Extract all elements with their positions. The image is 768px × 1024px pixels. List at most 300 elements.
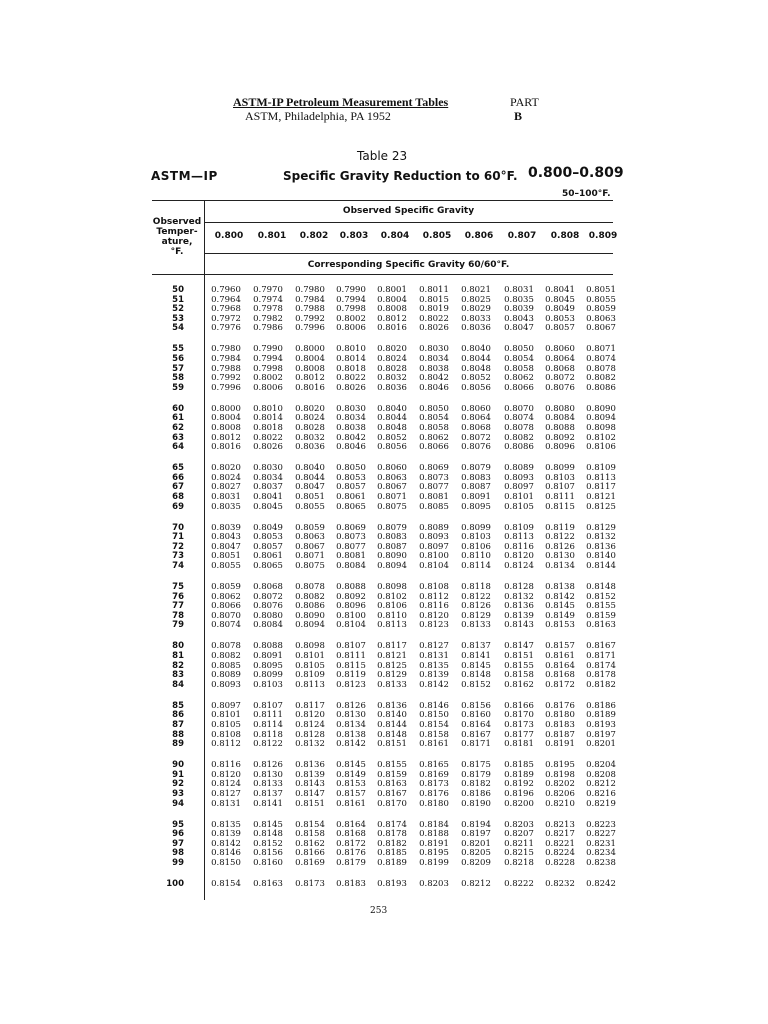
table-cell: 0.8100 bbox=[336, 610, 366, 621]
table-cell: 0.8062 bbox=[504, 373, 534, 384]
table-cell: 0.8224 bbox=[545, 848, 575, 859]
table-cell: 0.8082 bbox=[504, 432, 534, 443]
table-cell: 0.8055 bbox=[211, 561, 241, 571]
row-temperature: 92 bbox=[172, 779, 184, 790]
table-cell: 0.8089 bbox=[211, 670, 241, 681]
table-cell: 0.8148 bbox=[253, 829, 283, 840]
table-cell: 0.8163 bbox=[586, 620, 616, 631]
table-cell: 0.8037 bbox=[253, 482, 283, 493]
table-cell: 0.8143 bbox=[504, 620, 534, 631]
table-cell: 0.8087 bbox=[461, 482, 491, 493]
table-cell: 0.8155 bbox=[586, 601, 616, 612]
table-cell: 0.8052 bbox=[377, 432, 407, 443]
table-cell: 0.8126 bbox=[336, 700, 366, 711]
table-cell: 0.8067 bbox=[586, 323, 616, 334]
table-cell: 0.8019 bbox=[419, 304, 449, 315]
table-cell: 0.8126 bbox=[545, 541, 575, 552]
row-temperature: 77 bbox=[172, 601, 184, 612]
table-cell: 0.8189 bbox=[504, 769, 534, 780]
table-cell: 0.8125 bbox=[586, 501, 616, 512]
table-cell: 0.8154 bbox=[419, 720, 449, 730]
table-cell: 0.8030 bbox=[253, 463, 283, 474]
row-temperature: 51 bbox=[172, 294, 184, 305]
table-cell: 0.8092 bbox=[545, 432, 575, 443]
table-cell: 0.8083 bbox=[461, 472, 491, 483]
table-cell: 0.8184 bbox=[419, 819, 449, 830]
table-cell: 0.8080 bbox=[545, 403, 575, 414]
table-cell: 0.8140 bbox=[586, 551, 616, 562]
table-cell: 0.8132 bbox=[295, 739, 325, 750]
table-cell: 0.8129 bbox=[586, 522, 616, 533]
table-cell: 0.8106 bbox=[586, 442, 616, 453]
table-cell: 0.8159 bbox=[377, 769, 407, 780]
table-cell: 0.8170 bbox=[377, 798, 407, 809]
table-cell: 0.8181 bbox=[504, 739, 534, 750]
table-cell: 0.8179 bbox=[336, 858, 366, 868]
table-cell: 0.8004 bbox=[377, 294, 407, 305]
table-cell: 0.8195 bbox=[545, 760, 575, 771]
table-cell: 0.8060 bbox=[377, 463, 407, 474]
table-cell: 0.8051 bbox=[211, 551, 241, 562]
table-cell: 0.8086 bbox=[504, 442, 534, 453]
row-temperature: 95 bbox=[172, 819, 184, 830]
table-cell: 0.8157 bbox=[545, 641, 575, 652]
table-cell: 0.8055 bbox=[586, 294, 616, 305]
table-cell: 0.8028 bbox=[295, 423, 325, 433]
row-header-line: Temper- bbox=[156, 227, 198, 237]
table-cell: 0.8004 bbox=[211, 413, 241, 424]
table-cell: 0.8027 bbox=[211, 482, 241, 493]
table-cell: 0.8166 bbox=[504, 700, 534, 711]
table-cell: 0.8008 bbox=[377, 304, 407, 315]
table-cell: 0.8051 bbox=[586, 285, 616, 295]
table-cell: 0.8008 bbox=[295, 363, 325, 374]
table-cell: 0.8056 bbox=[461, 382, 491, 393]
table-cell: 0.8186 bbox=[586, 700, 616, 711]
table-cell: 0.8084 bbox=[253, 620, 283, 631]
table-cell: 0.8026 bbox=[336, 382, 366, 393]
table-cell: 0.8138 bbox=[336, 729, 366, 740]
table-cell: 0.8158 bbox=[504, 670, 534, 681]
table-cell: 0.8078 bbox=[211, 641, 241, 652]
table-cell: 0.8024 bbox=[377, 354, 407, 364]
table-cell: 0.8040 bbox=[377, 403, 407, 414]
table-cell: 0.8213 bbox=[545, 819, 575, 830]
table-cell: 0.8102 bbox=[586, 432, 616, 443]
table-cell: 0.8188 bbox=[419, 829, 449, 840]
table-cell: 0.8137 bbox=[253, 789, 283, 799]
table-cell: 0.8145 bbox=[336, 760, 366, 771]
table-cell: 0.8025 bbox=[461, 294, 491, 305]
table-cell: 0.8033 bbox=[461, 313, 491, 324]
table-cell: 0.8122 bbox=[253, 739, 283, 750]
table-cell: 0.8050 bbox=[504, 344, 534, 355]
row-temperature: 70 bbox=[172, 522, 184, 533]
table-cell: 0.8153 bbox=[545, 620, 575, 631]
table-cell: 0.8070 bbox=[211, 610, 241, 621]
table-cell: 0.8127 bbox=[419, 641, 449, 652]
table-cell: 0.8164 bbox=[461, 720, 491, 730]
table-cell: 0.8192 bbox=[504, 779, 534, 790]
table-cell: 0.8176 bbox=[545, 700, 575, 711]
table-cell: 0.8068 bbox=[461, 423, 491, 433]
table-cell: 0.8000 bbox=[295, 344, 325, 355]
row-temperature: 82 bbox=[172, 660, 184, 671]
table-cell: 0.8054 bbox=[504, 354, 534, 364]
table-cell: 0.8107 bbox=[253, 700, 283, 711]
column-header: 0.800 bbox=[214, 231, 244, 241]
table-cell: 0.8196 bbox=[504, 789, 534, 799]
table-cell: 0.8097 bbox=[419, 541, 449, 552]
table-cell: 0.8049 bbox=[545, 304, 575, 315]
table-cell: 0.8157 bbox=[336, 789, 366, 799]
page-number: 253 bbox=[370, 906, 388, 916]
table-cell: 0.8096 bbox=[336, 601, 366, 612]
table-cell: 0.8185 bbox=[504, 760, 534, 771]
table-cell: 0.8156 bbox=[461, 700, 491, 711]
column-header-rule bbox=[204, 253, 613, 254]
table-cell: 0.8011 bbox=[419, 285, 449, 295]
table-cell: 0.8086 bbox=[586, 382, 616, 393]
table-cell: 0.8128 bbox=[504, 582, 534, 592]
table-cell: 0.8121 bbox=[586, 492, 616, 502]
table-cell: 0.8050 bbox=[336, 463, 366, 474]
table-cell: 0.8113 bbox=[504, 532, 534, 543]
table-cell: 0.8012 bbox=[377, 313, 407, 324]
row-temperature: 65 bbox=[172, 463, 184, 474]
table-cell: 0.8035 bbox=[504, 294, 534, 305]
table-cell: 0.7982 bbox=[253, 313, 283, 324]
table-cell: 0.8072 bbox=[545, 373, 575, 384]
table-cell: 0.8109 bbox=[504, 522, 534, 533]
table-cell: 0.8078 bbox=[504, 423, 534, 433]
table-cell: 0.8115 bbox=[545, 501, 575, 512]
table-cell: 0.8127 bbox=[211, 789, 241, 799]
table-cell: 0.7972 bbox=[211, 313, 241, 324]
table-cell: 0.8114 bbox=[461, 561, 491, 571]
table-cell: 0.8195 bbox=[419, 848, 449, 859]
table-cell: 0.7968 bbox=[211, 304, 241, 315]
table-cell: 0.8094 bbox=[586, 413, 616, 424]
table-cell: 0.8052 bbox=[461, 373, 491, 384]
table-body bbox=[152, 285, 616, 889]
row-temperature: 83 bbox=[172, 670, 184, 681]
table-cell: 0.8010 bbox=[336, 344, 366, 355]
table-cell: 0.7998 bbox=[336, 304, 366, 315]
table-cell: 0.8152 bbox=[253, 838, 283, 849]
group-header-rule bbox=[204, 222, 613, 223]
table-cell: 0.8186 bbox=[461, 789, 491, 799]
table-cell: 0.8122 bbox=[461, 591, 491, 602]
table-cell: 0.8142 bbox=[419, 679, 449, 690]
table-cell: 0.8068 bbox=[253, 582, 283, 592]
row-temperature: 64 bbox=[172, 442, 184, 453]
table-cell: 0.8073 bbox=[419, 472, 449, 483]
table-cell: 0.8036 bbox=[461, 323, 491, 334]
table-cell: 0.8103 bbox=[545, 472, 575, 483]
table-cell: 0.7970 bbox=[253, 285, 283, 295]
row-temperature: 73 bbox=[172, 551, 184, 562]
table-cell: 0.8055 bbox=[295, 501, 325, 512]
table-cell: 0.8167 bbox=[586, 641, 616, 652]
table-cell: 0.7984 bbox=[211, 354, 241, 364]
table-cell: 0.8089 bbox=[419, 522, 449, 533]
table-cell: 0.8129 bbox=[461, 610, 491, 621]
table-cell: 0.8193 bbox=[586, 720, 616, 730]
table-cell: 0.8232 bbox=[545, 879, 575, 889]
table-cell: 0.8167 bbox=[377, 789, 407, 799]
row-temperature: 97 bbox=[172, 838, 184, 849]
table-org: ASTM—IP bbox=[151, 169, 218, 183]
table-cell: 0.8048 bbox=[377, 423, 407, 433]
table-cell: 0.8133 bbox=[461, 620, 491, 631]
table-cell: 0.8022 bbox=[336, 373, 366, 384]
table-cell: 0.8154 bbox=[295, 819, 325, 830]
table-cell: 0.8242 bbox=[586, 879, 616, 889]
table-cell: 0.8060 bbox=[545, 344, 575, 355]
table-cell: 0.8165 bbox=[419, 760, 449, 771]
table-cell: 0.8120 bbox=[295, 710, 325, 721]
table-cell: 0.8163 bbox=[253, 879, 283, 889]
table-cell: 0.8128 bbox=[295, 729, 325, 740]
table-cell: 0.8138 bbox=[545, 582, 575, 592]
table-cell: 0.8046 bbox=[336, 442, 366, 453]
table-cell: 0.8097 bbox=[504, 482, 534, 493]
table-cell: 0.7978 bbox=[253, 304, 283, 315]
row-temperature: 91 bbox=[172, 769, 184, 780]
table-cell: 0.8063 bbox=[295, 532, 325, 543]
table-cell: 0.7996 bbox=[211, 382, 241, 393]
table-cell: 0.8014 bbox=[336, 354, 366, 364]
table-cell: 0.8120 bbox=[211, 769, 241, 780]
row-temperature: 81 bbox=[172, 651, 184, 661]
table-cell: 0.8076 bbox=[545, 382, 575, 393]
table-cell: 0.8060 bbox=[461, 403, 491, 414]
row-temperature: 79 bbox=[172, 620, 184, 631]
table-cell: 0.8182 bbox=[586, 679, 616, 690]
table-cell: 0.8076 bbox=[253, 601, 283, 612]
table-cell: 0.8038 bbox=[336, 423, 366, 433]
table-cell: 0.8103 bbox=[253, 679, 283, 690]
table-cell: 0.8141 bbox=[461, 651, 491, 661]
table-cell: 0.8044 bbox=[461, 354, 491, 364]
table-cell: 0.8056 bbox=[377, 442, 407, 453]
table-cell: 0.8217 bbox=[545, 829, 575, 840]
table-cell: 0.8144 bbox=[377, 720, 407, 730]
table-cell: 0.8078 bbox=[586, 363, 616, 374]
table-cell: 0.8076 bbox=[461, 442, 491, 453]
table-cell: 0.8119 bbox=[545, 522, 575, 533]
table-cell: 0.8137 bbox=[461, 641, 491, 652]
table-cell: 0.7980 bbox=[211, 344, 241, 355]
table-cell: 0.8079 bbox=[377, 522, 407, 533]
table-cell: 0.8204 bbox=[586, 760, 616, 771]
table-cell: 0.8059 bbox=[295, 522, 325, 533]
table-cell: 0.8053 bbox=[545, 313, 575, 324]
row-temperature: 58 bbox=[172, 373, 184, 384]
table-cell: 0.8109 bbox=[295, 670, 325, 681]
table-cell: 0.8155 bbox=[377, 760, 407, 771]
column-header: 0.801 bbox=[257, 231, 287, 241]
table-cell: 0.8163 bbox=[377, 779, 407, 790]
table-cell: 0.7996 bbox=[295, 323, 325, 334]
table-cell: 0.8095 bbox=[461, 501, 491, 512]
table-cell: 0.8166 bbox=[295, 848, 325, 859]
table-cell: 0.8216 bbox=[586, 789, 616, 799]
table-cell: 0.8114 bbox=[253, 720, 283, 730]
table-cell: 0.8094 bbox=[377, 561, 407, 571]
column-header: 0.805 bbox=[422, 231, 452, 241]
row-temperature: 80 bbox=[172, 641, 184, 652]
row-temperature: 57 bbox=[172, 363, 184, 374]
table-cell: 0.8145 bbox=[253, 819, 283, 830]
table-cell: 0.8036 bbox=[295, 442, 325, 453]
table-cell: 0.8016 bbox=[211, 442, 241, 453]
table-cell: 0.8180 bbox=[545, 710, 575, 721]
row-temperature: 93 bbox=[172, 789, 184, 799]
row-temperature: 63 bbox=[172, 432, 184, 443]
table-cell: 0.8203 bbox=[504, 819, 534, 830]
table-cell: 0.8171 bbox=[586, 651, 616, 661]
table-cell: 0.8199 bbox=[419, 858, 449, 868]
table-cell: 0.8098 bbox=[377, 582, 407, 592]
table-cell: 0.8131 bbox=[419, 651, 449, 661]
table-cell: 0.8026 bbox=[253, 442, 283, 453]
table-cell: 0.8098 bbox=[295, 641, 325, 652]
table-cell: 0.8004 bbox=[295, 354, 325, 364]
column-header: 0.804 bbox=[380, 231, 410, 241]
table-cell: 0.8087 bbox=[377, 541, 407, 552]
table-cell: 0.8160 bbox=[461, 710, 491, 721]
table-cell: 0.8101 bbox=[504, 492, 534, 502]
table-cell: 0.8173 bbox=[295, 879, 325, 889]
row-temperature: 60 bbox=[172, 403, 184, 414]
table-cell: 0.8116 bbox=[211, 760, 241, 771]
table-cell: 0.8047 bbox=[295, 482, 325, 493]
column-header: 0.806 bbox=[464, 231, 494, 241]
table-cell: 0.8006 bbox=[336, 323, 366, 334]
header-bottom-rule bbox=[152, 274, 613, 275]
table-cell: 0.8077 bbox=[336, 541, 366, 552]
table-cell: 0.8122 bbox=[545, 532, 575, 543]
column-header: 0.808 bbox=[550, 231, 580, 241]
table-cell: 0.8126 bbox=[461, 601, 491, 612]
table-cell: 0.8168 bbox=[336, 829, 366, 840]
row-temperature: 76 bbox=[172, 591, 184, 602]
table-cell: 0.8144 bbox=[586, 561, 616, 571]
table-cell: 0.8090 bbox=[295, 610, 325, 621]
table-cell: 0.8111 bbox=[253, 710, 283, 721]
table-cell: 0.8120 bbox=[419, 610, 449, 621]
row-temperature: 72 bbox=[172, 541, 184, 552]
table-cell: 0.8090 bbox=[377, 551, 407, 562]
row-temperature: 74 bbox=[172, 561, 184, 571]
table-cell: 0.8066 bbox=[419, 442, 449, 453]
table-cell: 0.8182 bbox=[461, 779, 491, 790]
table-cell: 0.8159 bbox=[586, 610, 616, 621]
table-cell: 0.8066 bbox=[504, 382, 534, 393]
table-cell: 0.8148 bbox=[377, 729, 407, 740]
table-cell: 0.8107 bbox=[545, 482, 575, 493]
table-cell: 0.8014 bbox=[253, 413, 283, 424]
table-cell: 0.7998 bbox=[253, 363, 283, 374]
table-cell: 0.8116 bbox=[419, 601, 449, 612]
table-cell: 0.8039 bbox=[504, 304, 534, 315]
table-cell: 0.8120 bbox=[504, 551, 534, 562]
table-cell: 0.8030 bbox=[419, 344, 449, 355]
table-cell: 0.7980 bbox=[295, 285, 325, 295]
table-cell: 0.8180 bbox=[419, 798, 449, 809]
table-cell: 0.8048 bbox=[461, 363, 491, 374]
table-cell: 0.8072 bbox=[461, 432, 491, 443]
table-cell: 0.8202 bbox=[545, 779, 575, 790]
table-cell: 0.8071 bbox=[377, 492, 407, 502]
table-cell: 0.8130 bbox=[336, 710, 366, 721]
table-cell: 0.8093 bbox=[211, 679, 241, 690]
table-cell: 0.8041 bbox=[253, 492, 283, 502]
table-cell: 0.8053 bbox=[336, 472, 366, 483]
table-cell: 0.8169 bbox=[419, 769, 449, 780]
table-cell: 0.7984 bbox=[295, 294, 325, 305]
table-cell: 0.8179 bbox=[461, 769, 491, 780]
table-cell: 0.8067 bbox=[377, 482, 407, 493]
table-cell: 0.8030 bbox=[336, 403, 366, 414]
table-cell: 0.8045 bbox=[545, 294, 575, 305]
row-temperature: 78 bbox=[172, 610, 184, 621]
table-cell: 0.8099 bbox=[461, 522, 491, 533]
table-cell: 0.7992 bbox=[211, 373, 241, 384]
table-cell: 0.8215 bbox=[504, 848, 534, 859]
table-cell: 0.8117 bbox=[586, 482, 616, 493]
table-cell: 0.8111 bbox=[336, 651, 366, 661]
row-temperature: 96 bbox=[172, 829, 184, 840]
table-cell: 0.8043 bbox=[504, 313, 534, 324]
table-cell: 0.8069 bbox=[336, 522, 366, 533]
table-cell: 0.8042 bbox=[419, 373, 449, 384]
row-header-line: Observed bbox=[152, 217, 202, 227]
row-temperature: 89 bbox=[172, 739, 184, 750]
table-cell: 0.7974 bbox=[253, 294, 283, 305]
row-temperature: 66 bbox=[172, 472, 184, 483]
table-cell: 0.7990 bbox=[336, 285, 366, 295]
table-cell: 0.8133 bbox=[377, 679, 407, 690]
row-temperature: 56 bbox=[172, 354, 184, 364]
table-cell: 0.8077 bbox=[419, 482, 449, 493]
row-temperature: 54 bbox=[172, 323, 184, 334]
column-header: 0.809 bbox=[588, 231, 618, 241]
row-temperature: 94 bbox=[172, 798, 184, 809]
table-cell: 0.8029 bbox=[461, 304, 491, 315]
table-cell: 0.8136 bbox=[586, 541, 616, 552]
table-cell: 0.8158 bbox=[295, 829, 325, 840]
table-cell: 0.8112 bbox=[419, 591, 449, 602]
table-cell: 0.8113 bbox=[377, 620, 407, 631]
table-cell: 0.8134 bbox=[545, 561, 575, 571]
table-cell: 0.8161 bbox=[419, 739, 449, 750]
table-cell: 0.8209 bbox=[461, 858, 491, 868]
table-cell: 0.8234 bbox=[586, 848, 616, 859]
part-label: PART bbox=[510, 95, 539, 109]
table-number: Table 23 bbox=[357, 149, 408, 163]
table-cell: 0.8010 bbox=[253, 403, 283, 414]
table-cell: 0.8110 bbox=[461, 551, 491, 562]
row-temperature: 98 bbox=[172, 848, 184, 859]
table-cell: 0.8038 bbox=[419, 363, 449, 374]
gravity-range: 0.800–0.809 bbox=[528, 165, 624, 181]
table-cell: 0.8093 bbox=[504, 472, 534, 483]
table-cell: 0.8133 bbox=[253, 779, 283, 790]
table-cell: 0.8227 bbox=[586, 829, 616, 840]
